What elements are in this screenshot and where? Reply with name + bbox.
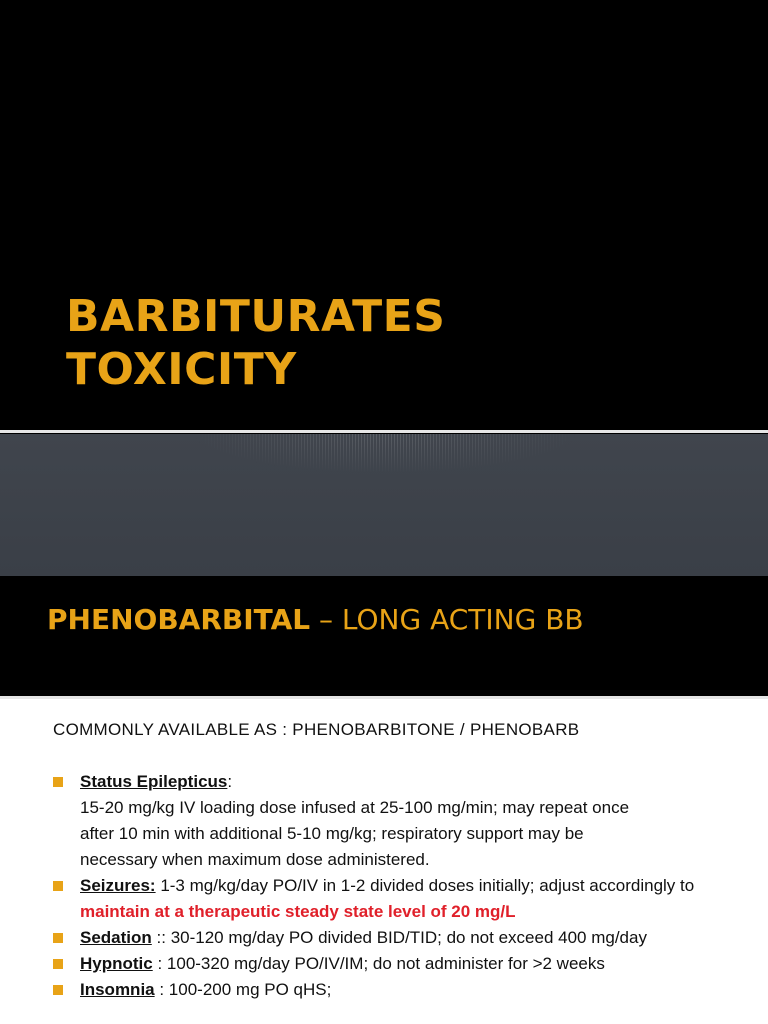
- bullet-term: Status Epilepticus: [80, 772, 228, 791]
- slide-title: [66, 290, 445, 396]
- bullet-text: : 100-200 mg PO qHS;: [154, 980, 332, 999]
- bullet-highlight: maintain at a therapeutic steady state level of 20 mg/L: [80, 902, 516, 921]
- availability-note: COMMONLY AVAILABLE AS : PHENOBARBITONE / PHENOBARB: [53, 720, 580, 739]
- list-item: [53, 873, 733, 925]
- slide-divider-top: [0, 430, 768, 433]
- content-body: [0, 699, 768, 1024]
- bullet-square-icon: [53, 959, 63, 969]
- dot-pattern: [190, 434, 580, 474]
- bullet-square-icon: [53, 933, 63, 943]
- list-item: [53, 925, 733, 951]
- title-line-1: BARBITURATES: [66, 291, 446, 342]
- list-item: [53, 977, 733, 1003]
- bullet-line: 15-20 mg/kg IV loading dose infused at 25-100 mg/min; may repeat once: [80, 798, 630, 817]
- list-item: [53, 769, 733, 873]
- bullet-term: Hypnotic: [80, 954, 153, 973]
- bullet-term: Seizures:: [80, 876, 156, 895]
- bullet-line: necessary when maximum dose administered.: [80, 850, 430, 869]
- decorative-band: [0, 434, 768, 576]
- bullet-term: Insomnia: [80, 980, 155, 999]
- title-subtitle: – LONG ACTING BB: [310, 603, 584, 636]
- bullet-text: : 100-320 mg/day PO/IV/IM; do not administer for >2 weeks: [152, 954, 605, 973]
- bullet-square-icon: [53, 881, 63, 891]
- dosage-list: [53, 769, 733, 1003]
- bullet-text: :: [227, 772, 233, 791]
- title-slide: [0, 0, 768, 430]
- title-line-2: TOXICITY: [66, 344, 297, 395]
- bullet-line: after 10 min with additional 5-10 mg/kg; respiratory support may be: [80, 824, 584, 843]
- bullet-text: :: 30-120 mg/day PO divided BID/TID; do not exceed 400 mg/day: [151, 928, 647, 947]
- bullet-term: Sedation: [80, 928, 152, 947]
- list-item: [53, 951, 733, 977]
- bullet-text: 1-3 mg/kg/day PO/IV in 1-2 divided doses initially; adjust accordingly to: [155, 876, 695, 895]
- bullet-square-icon: [53, 985, 63, 995]
- title-drug-name: PHENOBARBITAL: [47, 603, 311, 636]
- bullet-square-icon: [53, 777, 63, 787]
- content-slide-title: [47, 600, 584, 640]
